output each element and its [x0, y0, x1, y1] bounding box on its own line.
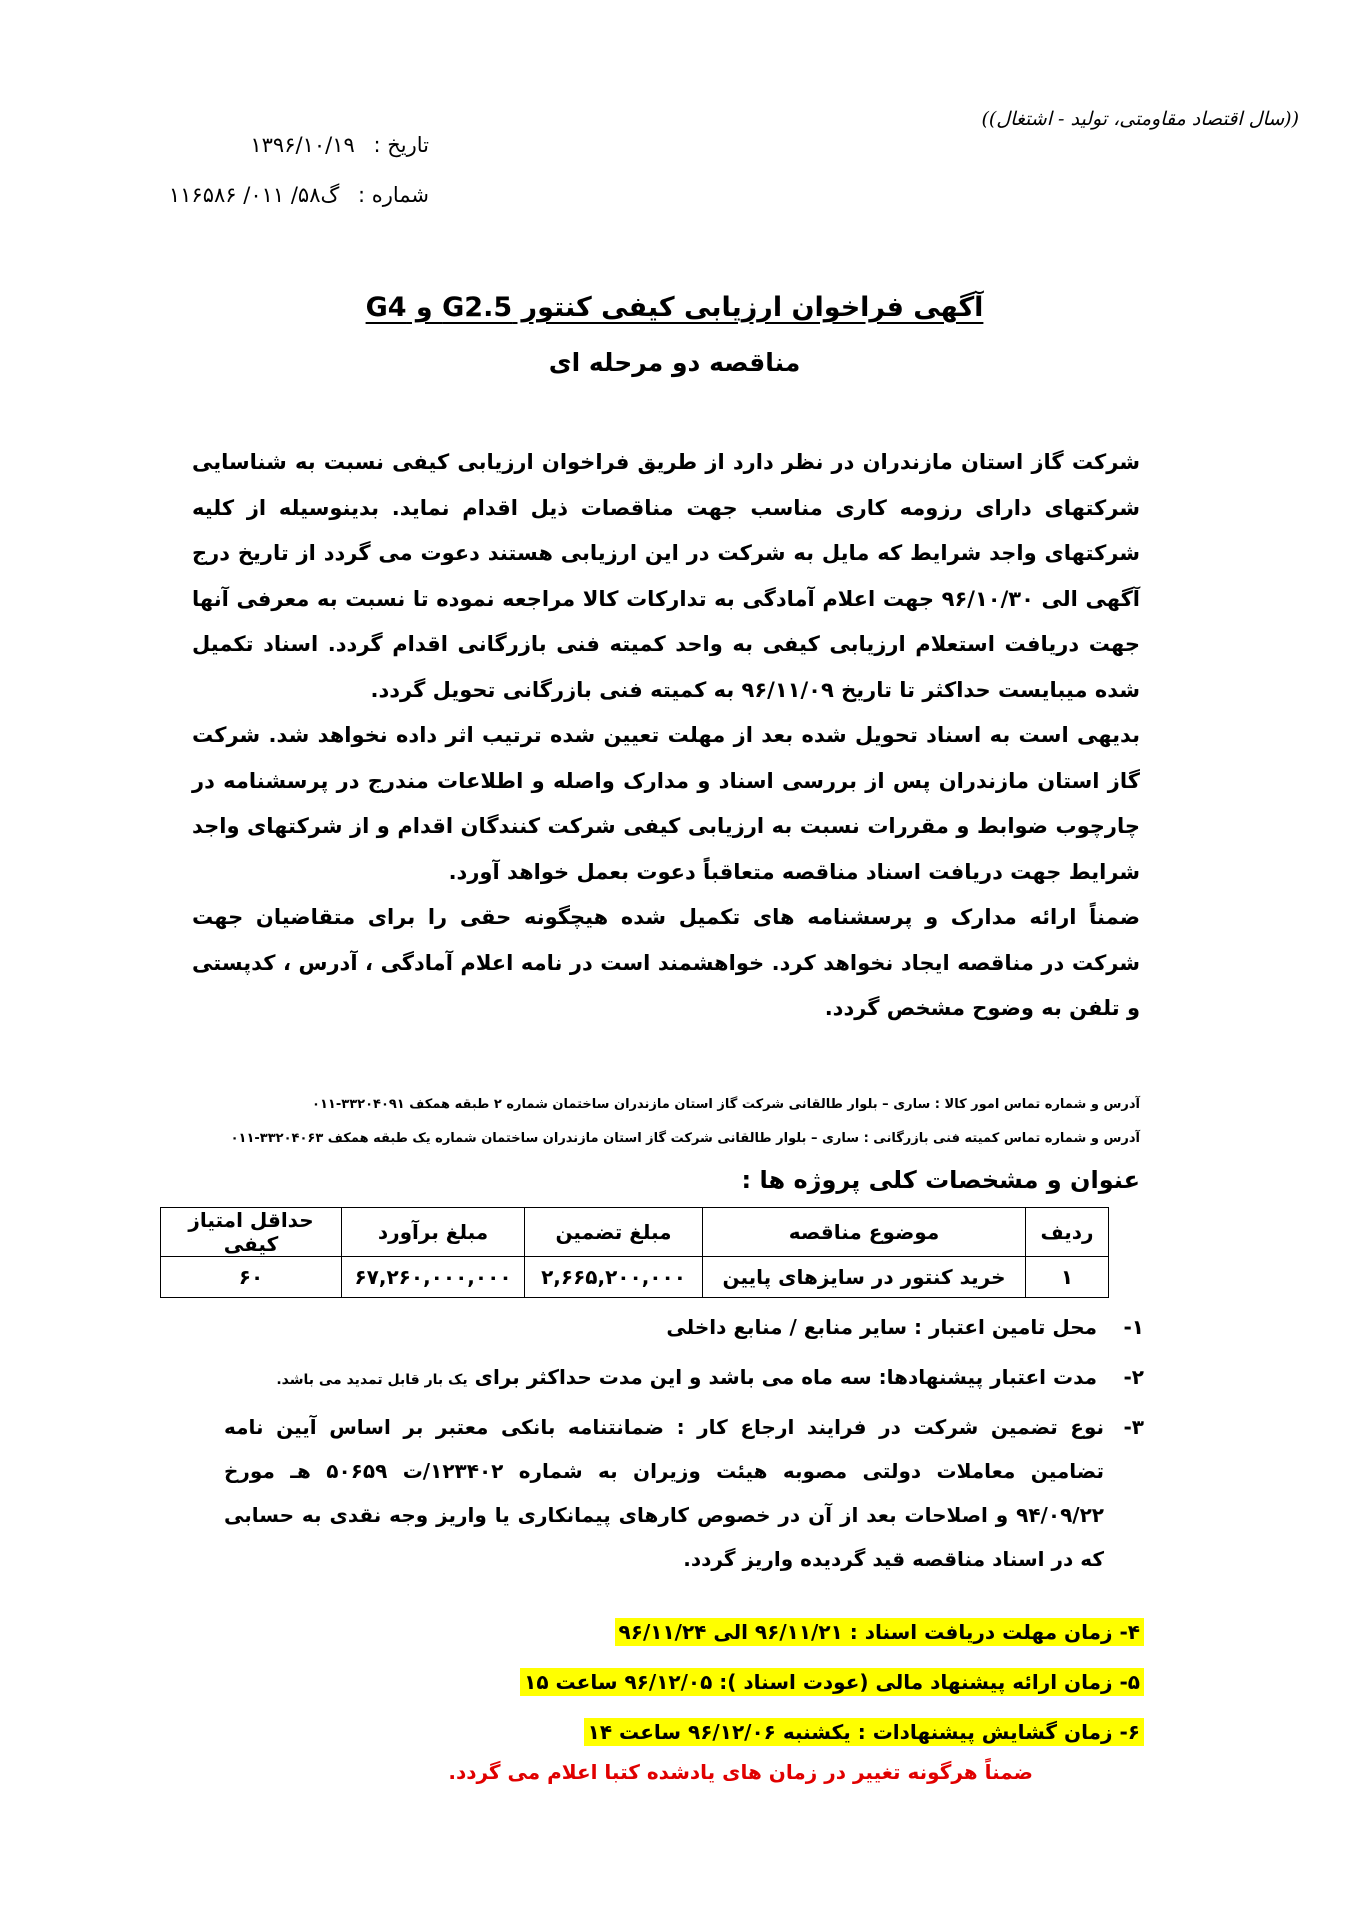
number-label: شماره : — [357, 183, 429, 207]
list-item-offer-submission: ۵- زمان ارائه پیشنهاد مالی (عودت اسناد ): ۹۶/۱۲/۰۵ ساعت ۱۵ — [184, 1660, 1144, 1704]
table-row — [161, 1257, 1109, 1298]
slogan: ((سال اقتصاد مقاومتی، تولید - اشتغال)) — [981, 108, 1299, 130]
date-value: ۱۳۹۶/۱۰/۱۹ — [250, 133, 355, 157]
announcement-body — [192, 440, 1140, 1032]
title-line-1: آگهی فراخوان ارزیابی کیفی کنتور G2.5 و G4 — [365, 292, 984, 323]
cell-guarantee: ۲,۶۶۵,۲۰۰,۰۰۰ — [525, 1257, 703, 1298]
body-paragraph-3: ضمناً ارائه مدارک و پرسشنامه های تکمیل شده هیچگونه حقی را برای متقاضیان جهت شرکت در مناقصه ایجاد نخواهد کرد. خواهشمند است در نامه اعلام آمادگی ، آدرس ، کدپستی و تلفن به وضوح مشخص گردد. — [192, 905, 1140, 1020]
cell-estimate: ۶۷,۲۶۰,۰۰۰,۰۰۰ — [342, 1257, 525, 1298]
cell-subject: خرید کنتور در سایزهای پایین — [703, 1257, 1026, 1298]
list-item-guarantee-type: ۳- نوع تضمین شرکت در فرایند ارجاع کار : ضمانتنامه بانکی معتبر بر اساس آیین نامه تضامین معاملات دولتی مصوبه هیئت وزیران به شماره ۱۲۳۴۰۲/ت ۵۰۶۵۹ هـ مورخ ۹۴/۰۹/۲۲ و اصلاحات بعد از آن در خصوص کارهای پیمانکاری یا واریز وجه نقدی به حسابی که در اسناد مناقصه قید گردیده واریز گردد. — [224, 1415, 1144, 1571]
col-header-subject: موضوع مناقصه — [703, 1208, 1026, 1257]
table-header-row — [161, 1208, 1109, 1257]
list-item-validity: ۲- مدت اعتبار پیشنهادها: سه ماه می باشد و این مدت حداکثر برای یک بار قابل تمدید می باشد. — [276, 1365, 1144, 1389]
committee-address: آدرس و شماره تماس کمیته فنی بازرگانی : ساری – بلوار طالقانی شرکت گاز استان مازندران ساختمان شماره یک طبقه همکف ۳۳۲۰۴۰۶۳-۰۱۱ — [230, 1131, 1140, 1146]
body-paragraph-1: شرکت گاز استان مازندران در نظر دارد از طریق فراخوان ارزیابی کیفی نسبت به شناسایی شرکتهای دارای رزومه کاری مناسب جهت مناقصات ذیل اقدام نماید. بدینوسیله از کلیه شرکتهای واجد شرایط که مایل به شرکت در این ارزیابی هستند دعوت می گردد از تاریخ درج آگهی الی ۹۶/۱۰/۳۰ جهت اعلام آمادگی به تدارکات کالا مراجعه نموده تا نسبت به معرفی آنها جهت دریافت استعلام ارزیابی کیفی به واحد کمیته فنی بازرگانی اقدام گردد. اسناد تکمیل شده میبایست حداکثر تا تاریخ ۹۶/۱۱/۰۹ به کمیته فنی بازرگانی تحویل گردد. — [192, 450, 1140, 702]
cell-row-number: ۱ — [1026, 1257, 1109, 1298]
date-label: تاریخ : — [373, 133, 429, 157]
page-title — [0, 292, 1349, 323]
cell-min-score: ۶۰ — [161, 1257, 342, 1298]
col-header-min-score: حداقل امتیاز کیفی — [161, 1208, 342, 1257]
number-value: گ۵۸/ ۰۱۱/ ۱۱۶۵۸۶ — [168, 183, 340, 207]
list-item-funding: ۱- محل تامین اعتبار : سایر منابع / منابع داخلی — [666, 1315, 1144, 1339]
page-subtitle: مناقصه دو مرحله ای — [548, 348, 801, 377]
col-header-estimate: مبلغ برآورد — [342, 1208, 525, 1257]
change-notice: ضمناً هرگونه تغییر در زمان های یادشده کتبا اعلام می گردد. — [448, 1760, 1033, 1784]
goods-address: آدرس و شماره تماس امور کالا : ساری – بلوار طالقانی شرکت گاز استان مازندران ساختمان شماره ۲ طبقه همکف ۳۳۲۰۴۰۹۱-۰۱۱ — [312, 1097, 1140, 1112]
col-header-guarantee: مبلغ تضمین — [525, 1208, 703, 1257]
list-item-document-deadline: ۴- زمان مهلت دریافت اسناد : ۹۶/۱۱/۲۱ الی ۹۶/۱۱/۲۴ — [184, 1610, 1144, 1654]
projects-table — [160, 1207, 1109, 1298]
col-header-row-number: ردیف — [1026, 1208, 1109, 1257]
list-item-offer-opening: ۶- زمان گشایش پیشنهادات : یکشنبه ۹۶/۱۲/۰۶ ساعت ۱۴ — [184, 1710, 1144, 1754]
body-paragraph-2: بدیهی است به اسناد تحویل شده بعد از مهلت تعیین شده ترتیب اثر داده نخواهد شد. شرکت گاز استان مازندران پس از بررسی اسناد و مدارک واصله و اطلاعات مندرج در پرسشنامه در چارچوب ضوابط و مقررات نسبت به ارزیابی کیفی شرکت کنندگان اقدام و از شرکتهای واجد شرایط جهت دریافت اسناد مناقصه متعاقباً دعوت بعمل خواهد آورد. — [192, 723, 1140, 884]
projects-heading: عنوان و مشخصات کلی پروژه ها : — [741, 1166, 1140, 1194]
number-line — [169, 183, 429, 207]
date-line — [250, 133, 429, 157]
